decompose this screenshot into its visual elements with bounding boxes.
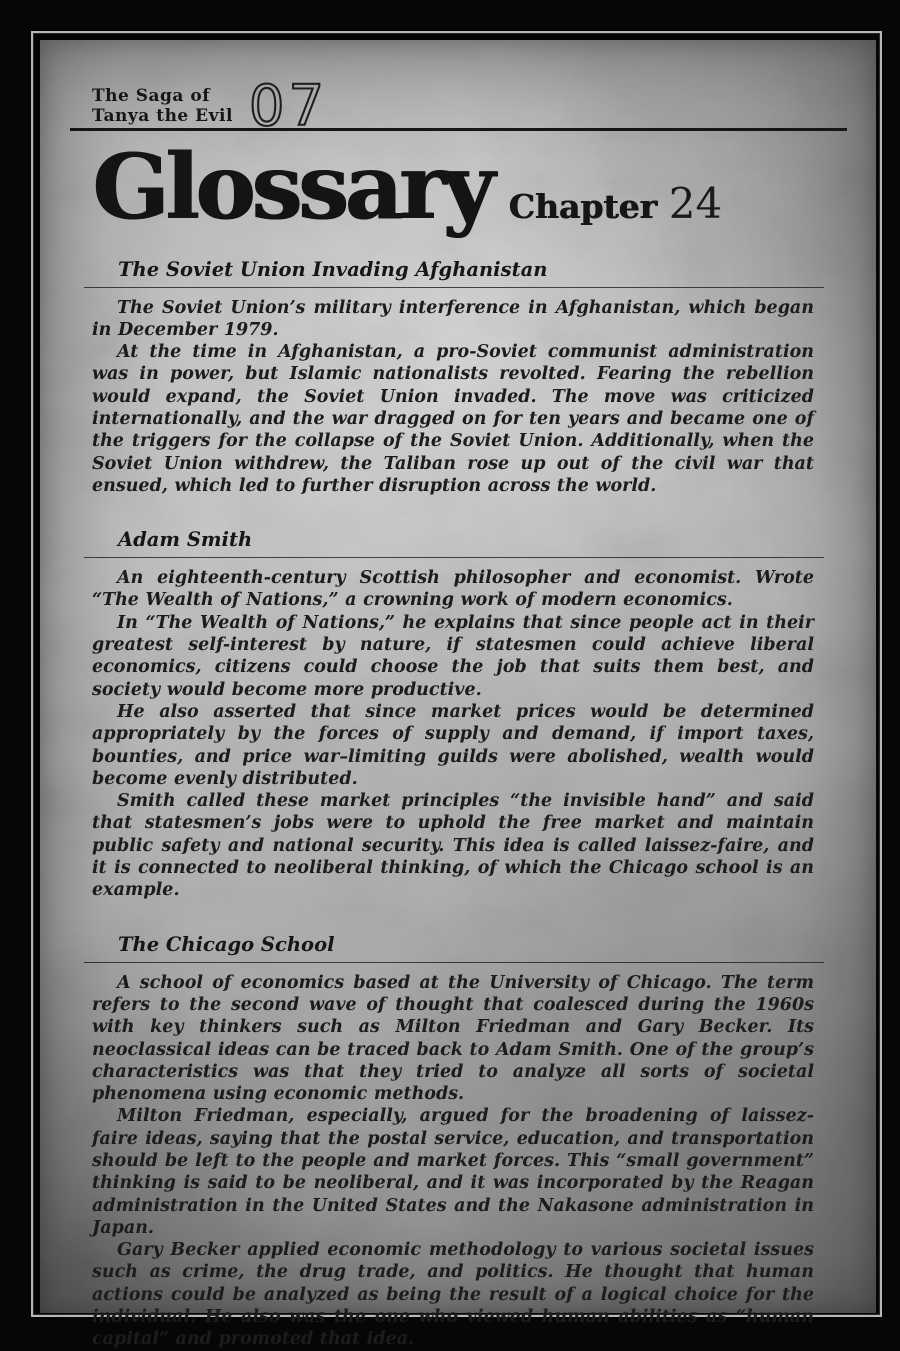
page-title: Glossary — [92, 134, 491, 240]
entry-paragraph: A school of economics based at the University of Chicago. The term refers to the second wave of thought that coalesced during the 1960s with key thinkers such as Milton Friedman and Gary Becker. Its neoclassical ideas can be traced back to Adam Smith. One of the group’s characteristics was that they tried to analyze all sorts of societal phenomena using economic methods. — [92, 972, 814, 1105]
chapter-label: Chapter — [508, 187, 657, 226]
series-title-line2: Tanya the Evil — [92, 106, 233, 126]
glossary-entry-adam-smith — [92, 528, 814, 901]
series-title — [92, 86, 233, 126]
chapter-number: 24 — [668, 179, 723, 228]
entry-paragraph: Smith called these market principles “the invisible hand” and said that statesmen’s jobs were to uphold the free market and maintain public safety and national security. This idea is called laissez-faire, and it is connected to neoliberal thinking, of which the Chicago school is an example. — [92, 791, 814, 901]
glossary-entry-soviet-invasion — [92, 258, 814, 498]
entry-rule — [84, 557, 824, 558]
page-content — [40, 40, 876, 1350]
header-rule — [70, 128, 847, 131]
entry-paragraph: Milton Friedman, especially, argued for the broadening of laissez-faire ideas, saying that the postal service, education, and transportation should be left to the people and market forces. This “small government” thinking is said to be neoliberal, and it was incorporated by the Reagan administration in the United States and the Nakasone administration in Japan. — [92, 1106, 814, 1238]
entry-rule — [84, 962, 824, 963]
entry-paragraph: At the time in Afghanistan, a pro-Soviet communist administration was in power, but Islamic nationalists revolted. Fearing the rebellion would expand, the Soviet Union invaded. The move was criticized internationally, and the war dragged on for ten years and became one of the triggers for the collapse of the Soviet Union. Additionally, when the Soviet Union withdrew, the Taliban rose up out of the civil war that ensued, which led to further disruption across the world. — [92, 342, 814, 496]
entry-paragraph: Gary Becker applied economic methodology to various societal issues such as crime, the drug trade, and politics. He thought that human actions could be analyzed as being the result of a logical choice for the individual. He also was the one who viewed human abilities as “human capital” and promoted that idea. — [92, 1240, 814, 1350]
entry-term: The Chicago School — [118, 932, 335, 956]
paper — [40, 40, 876, 1350]
entry-body — [92, 567, 814, 901]
page-header — [92, 74, 814, 240]
entry-term: Adam Smith — [118, 528, 253, 552]
entry-body — [92, 297, 814, 498]
entry-paragraph: In “The Wealth of Nations,” he explains that since people act in their greatest self-interest by nature, if statesmen could achieve liberal economics, citizens could choose the job that suits them best, and society would become more productive. — [92, 612, 814, 700]
entry-rule — [84, 287, 824, 288]
series-logo — [92, 74, 814, 139]
title-row — [92, 134, 814, 240]
entry-body — [92, 972, 814, 1351]
glossary-entry-chicago-school — [92, 933, 814, 1351]
series-title-line1: The Saga of — [92, 86, 211, 106]
glossary-list — [92, 258, 814, 1351]
volume-number: 07 — [248, 74, 329, 139]
entry-paragraph: The Soviet Union’s military interference in Afghanistan, which began in December 1979. — [92, 297, 814, 340]
entry-term: The Soviet Union Invading Afghanistan — [118, 257, 548, 281]
entry-paragraph: An eighteenth-century Scottish philosopher and economist. Wrote “The Wealth of Nations,” a crowning work of modern economics. — [92, 568, 814, 611]
entry-paragraph: He also asserted that since market prices would be determined appropriately by the forces of supply and demand, if import taxes, bounties, and price war–limiting guilds were abolished, wealth would become evenly distributed. — [92, 701, 814, 789]
